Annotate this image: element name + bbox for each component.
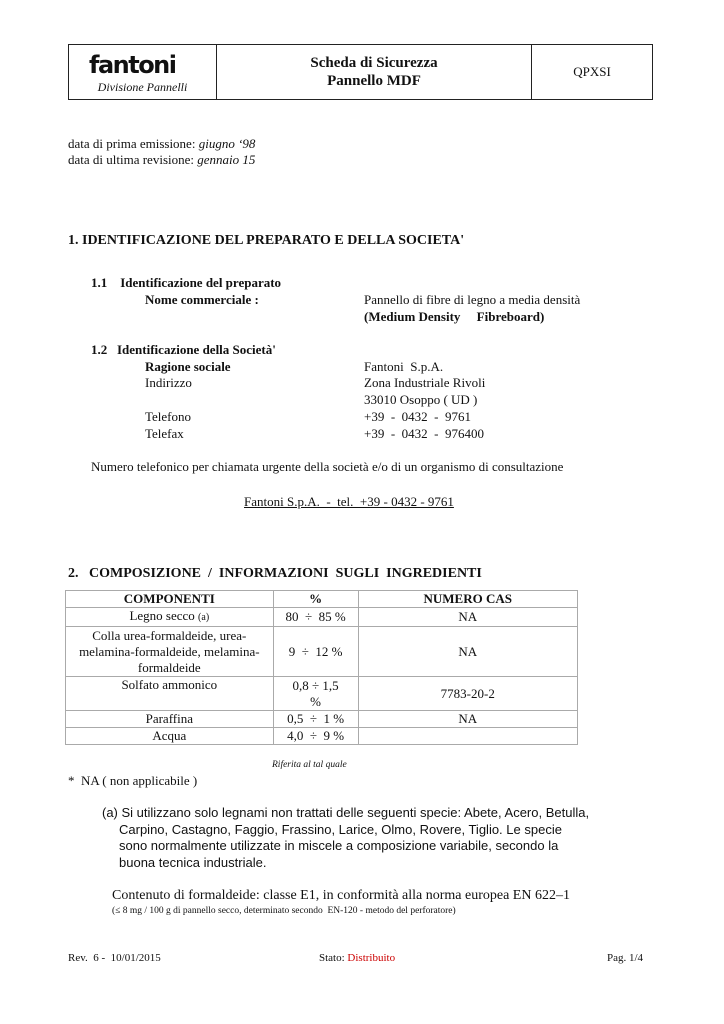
trade-name-value: Pannello di fibre di legno a media densità bbox=[364, 292, 581, 307]
component-note: (a) bbox=[198, 612, 210, 623]
fax-value: +39 - 0432 - 976400 bbox=[364, 426, 484, 441]
component-percent: 0,5 ÷ 1 % bbox=[273, 711, 358, 728]
title-line-2: Pannello MDF bbox=[327, 73, 421, 89]
first-issue-line bbox=[68, 136, 255, 152]
component-name bbox=[66, 608, 274, 627]
component-cas: NA bbox=[358, 627, 577, 677]
composition-table bbox=[65, 590, 578, 745]
component-name: Paraffina bbox=[66, 711, 274, 728]
phone-value: +39 - 0432 - 9761 bbox=[364, 409, 471, 424]
component-cas bbox=[358, 728, 577, 745]
fantoni-logo: fantoni bbox=[89, 51, 176, 79]
table-row bbox=[66, 677, 578, 711]
logo-cell bbox=[69, 45, 217, 99]
table-row bbox=[66, 711, 578, 728]
footer-status bbox=[319, 952, 395, 964]
fax-label: Telefax bbox=[145, 426, 184, 441]
division-label: Divisione Pannelli bbox=[97, 80, 188, 94]
company-label: Ragione sociale bbox=[145, 359, 231, 374]
table-row bbox=[66, 627, 578, 677]
table-note: Riferita al tal quale bbox=[272, 760, 347, 770]
section-2-title: 2. COMPOSIZIONE / INFORMAZIONI SUGLI INGREDIENTI bbox=[68, 566, 482, 581]
address-value-1: Zona Industriale Rivoli bbox=[364, 375, 486, 390]
last-revision-value: gennaio 15 bbox=[197, 152, 256, 167]
emergency-contact: Fantoni S.p.A. - tel. +39 - 0432 - 9761 bbox=[244, 494, 454, 509]
last-revision-line bbox=[68, 152, 255, 168]
document-code: QPXSI bbox=[573, 64, 611, 79]
component-percent: 0,8 ÷ 1,5 % bbox=[273, 677, 358, 711]
status-value: Distribuito bbox=[347, 952, 396, 964]
trade-name-english: (Medium Density Fibreboard) bbox=[364, 309, 545, 324]
note-a: (a) Si utilizzano solo legnami non trattati delle seguenti specie: Abete, Acero, Betulla, Carpino, Castagno, Faggio, Frassino, Larice, Olmo, Rovere, Tiglio. Le specie sono normalmente utilizzate in miscele a composizione variabile, secondo la buona tecnica industriale. bbox=[102, 805, 590, 870]
header-percent: % bbox=[273, 591, 358, 608]
component-percent: 80 ÷ 85 % bbox=[273, 608, 358, 627]
first-issue-label: data di prima emissione: bbox=[68, 136, 196, 151]
section-1-1-title: 1.1 Identificazione del preparato bbox=[91, 275, 282, 290]
section-1-title: 1. IDENTIFICAZIONE DEL PREPARATO E DELLA SOCIETA' bbox=[68, 233, 465, 248]
first-issue-value: giugno ‘98 bbox=[198, 136, 256, 151]
last-revision-label: data di ultima revisione: bbox=[68, 152, 194, 167]
component-name: Solfato ammonico bbox=[66, 677, 274, 711]
component-name: Acqua bbox=[66, 728, 274, 745]
component-percent: 9 ÷ 12 % bbox=[273, 627, 358, 677]
formaldehyde-text: Contenuto di formaldeide: classe E1, in conformità alla norma europea EN 622–1 bbox=[112, 888, 570, 903]
component-cas: NA bbox=[358, 608, 577, 627]
document-header bbox=[68, 44, 653, 100]
title-line-1: Scheda di Sicurezza bbox=[310, 55, 438, 71]
section-1-2-title: 1.2 Identificazione della Società' bbox=[91, 342, 276, 357]
table-row bbox=[66, 608, 578, 627]
formaldehyde-detail: (≤ 8 mg / 100 g di pannello secco, determinato secondo EN-120 - metodo del perforatore) bbox=[112, 906, 456, 916]
table-row bbox=[66, 728, 578, 745]
component-label: Legno secco bbox=[129, 608, 195, 623]
table-header-row bbox=[66, 591, 578, 608]
component-percent: 4,0 ÷ 9 % bbox=[273, 728, 358, 745]
phone-label: Telefono bbox=[145, 409, 192, 424]
document-title bbox=[217, 45, 532, 99]
component-cas: NA bbox=[358, 711, 577, 728]
company-value: Fantoni S.p.A. bbox=[364, 359, 444, 374]
address-value-2: 33010 Osoppo ( UD ) bbox=[364, 392, 478, 407]
footer-page: Pag. 1/4 bbox=[607, 952, 644, 964]
na-note: * NA ( non applicabile ) bbox=[68, 773, 198, 788]
address-label: Indirizzo bbox=[145, 375, 192, 390]
footer-revision: Rev. 6 - 10/01/2015 bbox=[68, 952, 161, 964]
header-cas: NUMERO CAS bbox=[358, 591, 577, 608]
emergency-text: Numero telefonico per chiamata urgente della società e/o di un organismo di consultazione bbox=[91, 459, 564, 474]
component-cas: 7783-20-2 bbox=[358, 677, 577, 711]
component-name: Colla urea-formaldeide, urea-melamina-formaldeide, melamina-formaldeide bbox=[66, 627, 274, 677]
trade-name-label: Nome commerciale : bbox=[145, 292, 259, 307]
status-label: Stato: bbox=[319, 952, 345, 964]
header-components: COMPONENTI bbox=[66, 591, 274, 608]
